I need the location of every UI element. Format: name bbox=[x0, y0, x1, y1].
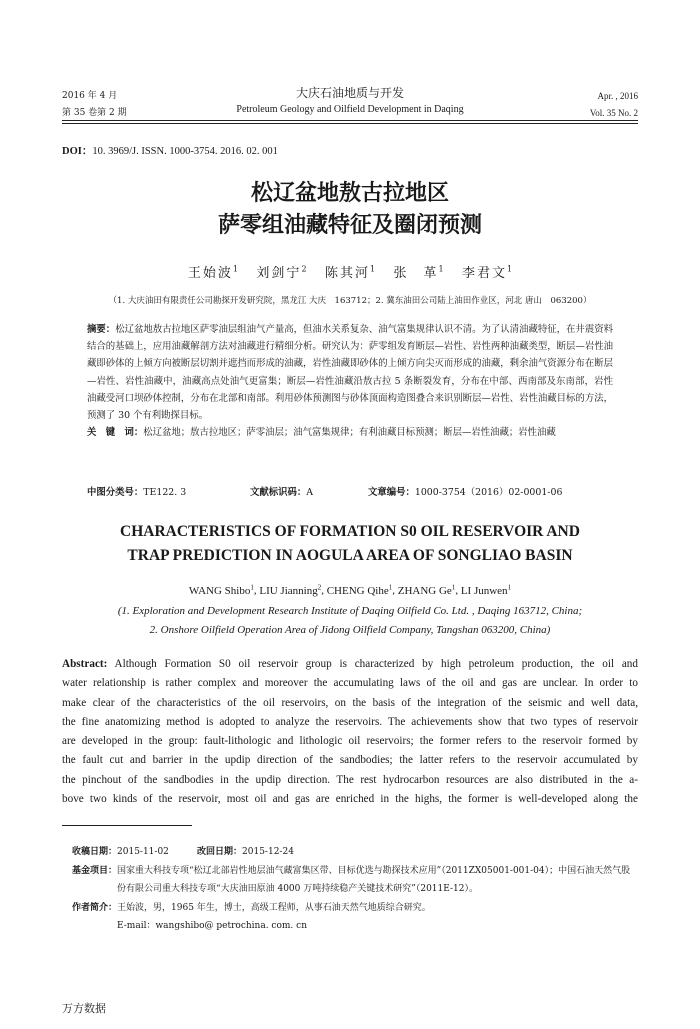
author-bio-label: 作者简介： bbox=[72, 902, 118, 913]
affiliation-en-line1: (1. Exploration and Development Research Institute of Daqing Oilfield Co. Ltd. , Daqing 163712, China; bbox=[117, 605, 583, 617]
classification-row bbox=[87, 484, 613, 498]
author-en: WANG Shibo$^1$ bbox=[188, 583, 254, 597]
header-rule-thin bbox=[62, 123, 638, 124]
author-cn: 陈其河$^1$ bbox=[324, 264, 376, 281]
abstract-cn-label: 摘要： bbox=[87, 324, 116, 335]
abstract-en-line: the fine anatomizing method is adopted to analyze the reservoirs. The achievements show that two types of reservoir bbox=[62, 715, 638, 728]
abstract-cn-text: 松辽盆地敖古拉地区萨零油层组油气产量高，但油水关系复杂、油气富集规律认识不清。为了认清油藏特征，在井震资料结合的基础上，应用油藏解剖方法对油藏进行精细分析。研究认为：萨零组发育断层—岩性、岩性两种油藏类型，断层—岩性油藏即砂体的上倾方向被断层切割并遮挡而形成的油藏，岩性油藏即砂体的上倾方向尖灭而形成的油藏，剩余油气资源分布在断层—岩性、岩性油藏中，油藏高点处油气更富集；断层—岩性油藏沿敖古拉 5 条断裂发育，分布在中部、西南部及东南部，岩性油藏受河口坝砂体控制，分布在北部和南部。利用砂体预测图与砂体顶面构造图叠合来识别断层—岩性、岩性油藏目标的方法，预测了 30 个有利勘探目标。 bbox=[87, 324, 613, 422]
title-cn-line2: 萨零组油藏特征及圈闭预测 bbox=[217, 213, 482, 238]
abstract-en-label: Abstract: bbox=[62, 658, 108, 670]
issue-date-en: Apr. , 2016 bbox=[597, 91, 638, 101]
revised-label: 改回日期： bbox=[197, 847, 243, 857]
doc-code-value: A bbox=[306, 487, 314, 498]
doi-value: 10. 3969/J. ISSN. 1000-3754. 2016. 02. 001 bbox=[92, 146, 278, 157]
clc-label: 中图分类号： bbox=[87, 487, 144, 498]
journal-name-cn: 大庆石油地质与开发 bbox=[295, 86, 404, 100]
title-cn-line1: 松辽盆地敖古拉地区 bbox=[250, 181, 449, 206]
doi-label: DOI： bbox=[62, 146, 93, 157]
author-en: ZHANG Ge$^1$ bbox=[397, 583, 456, 597]
affiliation-en bbox=[62, 602, 638, 640]
issue-volume-cn: 第 35 卷第 2 期 bbox=[62, 108, 127, 118]
keywords-cn-label: 关 键 词： bbox=[87, 427, 144, 439]
received-date: 2015-11-02 bbox=[117, 847, 169, 857]
fund-value: 国家重大科技专项“松辽北部岩性地层油气藏富集区带、目标优选与勘探技术应用”（2011ZX05001-001-04）；中国石油天然气股份有限公司重大科技专项“大庆油田原油 4000 万吨持续稳产关键技术研究”（2011E-12）。 bbox=[117, 865, 631, 894]
author-en: LIU Jianning$^2$ bbox=[259, 583, 322, 597]
title-en bbox=[62, 520, 638, 568]
abstract-en-line: the pinchout of the sandbodies in the updip direction. The rest hydrocarbon resources are also distributed in the a- bbox=[62, 773, 638, 786]
article-number-label: 文章编号： bbox=[367, 487, 415, 498]
header-left bbox=[62, 88, 127, 122]
abstract-cn bbox=[87, 321, 613, 441]
header-center bbox=[200, 84, 500, 118]
footnotes bbox=[72, 843, 638, 936]
abstract-en-line: water relationship is rather complex and moreover the accumulating laws of the oil and gas are unclear. In order to bbox=[62, 677, 638, 690]
abstract-en-line: are developed in the group: fault-lithologic and lithologic oil reservoirs; the former refers to the reservoir formed by bbox=[62, 735, 638, 748]
title-en-line1: CHARACTERISTICS OF FORMATION S0 OIL RESERVOIR AND bbox=[120, 523, 580, 540]
affiliation-cn: （1. 大庆油田有限责任公司勘探开发研究院，黑龙江 大庆 163712；2. 冀东油田公司陆上油田作业区，河北 唐山 063200） bbox=[108, 296, 592, 306]
wanfang-logo: 万方数据 bbox=[62, 1002, 106, 1015]
dates-row bbox=[72, 843, 638, 862]
authors-en: WANG Shibo$^1$, LIU Jianning$^2$, CHENG Qihe$^1$, ZHANG Ge$^1$, LI Junwen$^1$ bbox=[188, 583, 512, 597]
abstract-en-line: the fault cut and barrier in the updip direction of the sandbodies; the latter refers to the reservoir accumulated by bbox=[62, 754, 638, 767]
title-en-line2: TRAP PREDICTION IN AOGULA AREA OF SONGLIAO BASIN bbox=[127, 547, 573, 564]
header-right bbox=[590, 88, 638, 122]
abstract-en-line: bove two kinds of the reservoir, most oil and gas are enriched in the highs, the former is well-developed along the bbox=[62, 793, 638, 806]
author-bio: 王始波，男，1965 年生，博士，高级工程师，从事石油天然气地质综合研究。 bbox=[117, 902, 431, 913]
affiliation-en-line2: 2. Onshore Oilfield Operation Area of Jidong Oilfield Company, Tangshan 063200, China) bbox=[149, 624, 551, 636]
doc-code-label: 文献标识码： bbox=[249, 487, 307, 498]
revised-date: 2015-12-24 bbox=[242, 847, 294, 857]
clc-value: TE122. 3 bbox=[143, 487, 187, 498]
keywords-cn-text: 松辽盆地；敖古拉地区；萨零油层；油气富集规律；有利油藏目标预测；断层—岩性油藏；岩性油藏 bbox=[143, 427, 556, 439]
author-cn: 刘剑宁$^2$ bbox=[256, 264, 307, 281]
authors-cn bbox=[0, 262, 700, 281]
header-rule bbox=[62, 120, 638, 121]
author-cn: 李君文$^1$ bbox=[461, 264, 513, 281]
abstract-en bbox=[62, 655, 638, 809]
author-en: CHENG Qihe$^1$ bbox=[326, 583, 393, 597]
author-cn: 张 革$^1$ bbox=[393, 264, 444, 281]
author-cn: 王始波$^1$ bbox=[187, 264, 239, 281]
fund-row bbox=[72, 862, 638, 899]
title-cn bbox=[0, 178, 700, 242]
fund-label: 基金项目： bbox=[72, 865, 118, 876]
doi-line bbox=[62, 143, 278, 158]
author-email: E-mail：wangshibo@ petrochina. com. cn bbox=[117, 921, 307, 931]
received-label: 收稿日期： bbox=[72, 847, 118, 857]
issue-date-cn: 2016 年 4 月 bbox=[62, 91, 118, 101]
abstract-en-line: Abstract: Although Formation S0 oil reservoir group is characterized by high petroleum production, the oil and bbox=[62, 658, 638, 670]
article-number-value: 1000-3754（2016）02-0001-06 bbox=[414, 487, 563, 498]
issue-volume-en: Vol. 35 No. 2 bbox=[589, 108, 638, 118]
journal-name-en: Petroleum Geology and Oilfield Development in Daqing bbox=[236, 104, 464, 115]
abstract-en-line: make clear of the characteristics of the oil reservoirs, on the basis of the integration of the seismic and well data, bbox=[62, 696, 638, 709]
footnote-rule bbox=[62, 825, 192, 826]
author-bio-row bbox=[72, 899, 638, 936]
author-en: LI Junwen$^1$ bbox=[460, 583, 512, 597]
